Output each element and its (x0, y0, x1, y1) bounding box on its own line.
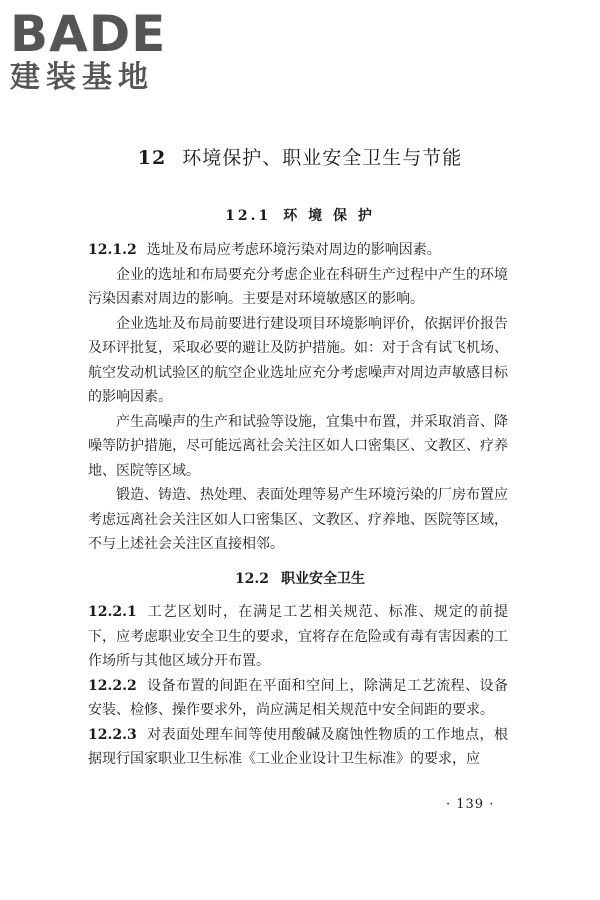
clause-number: 12.1.2 (88, 242, 137, 258)
clause-12-2-2 (88, 674, 508, 723)
logo-latin-text: BADE (10, 5, 167, 63)
section-12-2-body (88, 600, 508, 772)
clause-number: 12.2.3 (88, 726, 137, 743)
chapter-title (0, 143, 600, 173)
clause-text: 选址及布局应考虑环境污染对周边的影响因素。 (146, 242, 441, 258)
chapter-title-text: 环境保护、职业安全卫生与节能 (182, 147, 463, 169)
section-number: 12.2 (234, 571, 270, 587)
paragraph: 企业的选址和布局要充分考虑企业在科研生产过程中产生的环境污染因素对周边的影响。主要是对环境敏感区的影响。 (88, 266, 508, 307)
clause-text: 对表面处理车间等使用酸碱及腐蚀性物质的工作地点，根据现行国家职业卫生标准《工业企业设计卫生标准》的要求，应 (88, 726, 508, 767)
clause-number: 12.2.1 (88, 604, 137, 620)
section-number: 12.1 (225, 208, 272, 224)
clause-text: 工艺区划时，在满足工艺相关规范、标准、规定的前提下，应考虑职业安全卫生的要求，宜将存在危险或有毒有害因素的工作场所与其他区域分开布置。 (88, 604, 508, 669)
paragraph: 锻造、铸造、热处理、表面处理等易产生环境污染的厂房布置应考虑远离社会关注区如人口密集区、文教区、疗养地、医院等区域，不与上述社会关注区直接相邻。 (88, 487, 508, 552)
clause-12-1-2 (88, 238, 508, 263)
section-heading-12-2 (0, 568, 600, 590)
clause-12-2-3 (88, 723, 508, 772)
section-title-text: 环 境 保 护 (283, 208, 375, 224)
section-12-1-body (88, 238, 508, 557)
paragraph: 产生高噪声的生产和试验等设施，宜集中布置，并采取消音、降噪等防护措施，尽可能远离社会关注区如人口密集区、文教区、疗养地、医院等区域。 (88, 413, 508, 479)
logo (10, 6, 180, 96)
section-heading-12-1 (0, 205, 600, 227)
clause-12-2-1 (88, 600, 508, 674)
logo-chinese-text: 建装基地 (10, 60, 154, 95)
clause-text: 设备布置的间距在平面和空间上，除满足工艺流程、设备安装、检修、操作要求外，尚应满足相关规范中安全间距的要求。 (88, 677, 508, 718)
section-title-text: 职业安全卫生 (281, 571, 366, 587)
paragraph: 企业选址及布局前要进行建设项目环境影响评价，依据评价报告及环评批复，采取必要的避让及防护措施。如：对于含有试飞机场、航空发动机试验区的航空企业选址应充分考虑噪声对周边声敏感目标的影响因素。 (88, 315, 508, 405)
chapter-number: 12 (137, 147, 167, 169)
clause-number: 12.2.2 (88, 677, 137, 694)
page-number: · 139 · (446, 797, 495, 812)
